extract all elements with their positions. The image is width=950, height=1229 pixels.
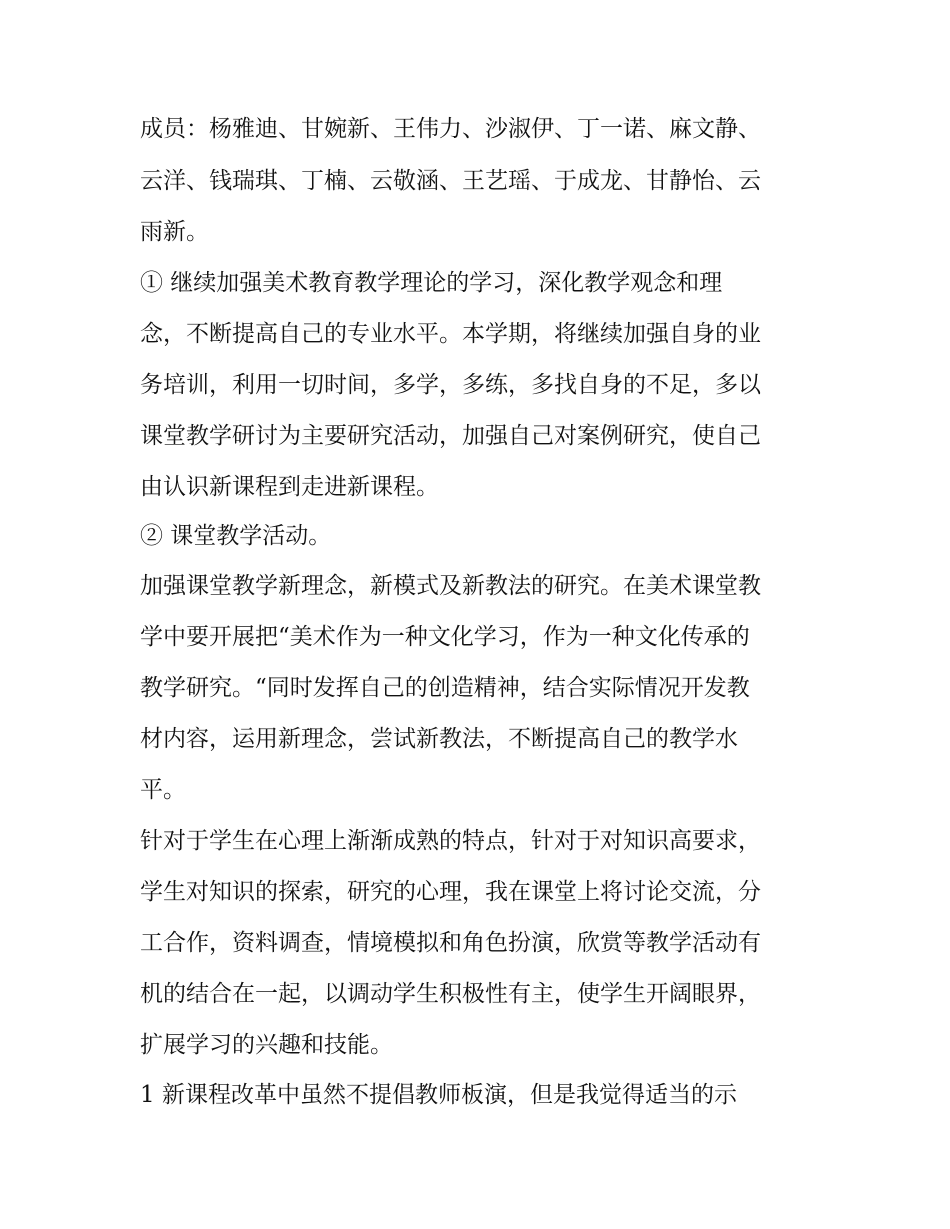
text-line: 材内容，运用新理念，尝试新教法，不断提高自己的教学水 bbox=[140, 726, 738, 752]
text-line: ① 继续加强美术教育教学理论的学习，深化教学观念和理 bbox=[140, 270, 723, 296]
text-line: 机的结合在一起，以调动学生积极性有主，使学生开阔眼界， bbox=[140, 981, 761, 1007]
text-line: 成员：杨雅迪、甘婉新、王伟力、沙淑伊、丁一诺、麻文静、 bbox=[140, 116, 761, 142]
text-line: 课堂教学研讨为主要研究活动，加强自己对案例研究，使自己 bbox=[140, 423, 761, 449]
text-line: 雨新。 bbox=[140, 219, 209, 245]
text-line: 由认识新课程到走进新课程。 bbox=[140, 474, 439, 500]
text-line: 工合作，资料调查，情境模拟和角色扮演，欣赏等教学活动有 bbox=[140, 930, 761, 956]
text-line: 平。 bbox=[140, 777, 186, 803]
text-line: 学中要开展把“美术作为一种文化学习，作为一种文化传承的 bbox=[140, 624, 750, 650]
text-line: 加强课堂教学新理念，新模式及新教法的研究。在美术课堂教 bbox=[140, 573, 761, 599]
text-line: 针对于学生在心理上渐渐成熟的特点，针对于对知识高要求， bbox=[140, 828, 761, 854]
text-line: 学生对知识的探索，研究的心理，我在课堂上将讨论交流，分 bbox=[140, 879, 761, 905]
text-line: 教学研究。“同时发挥自己的创造精神，结合实际情况开发教 bbox=[140, 675, 750, 701]
text-line: 念，不断提高自己的专业水平。本学期，将继续加强自身的业 bbox=[140, 321, 761, 347]
text-line: ② 课堂教学活动。 bbox=[140, 523, 332, 549]
text-line: 1 新课程改革中虽然不提倡教师板演，但是我觉得适当的示 bbox=[140, 1082, 737, 1108]
text-line: 云洋、钱瑞琪、丁楠、云敬涵、王艺瑶、于成龙、甘静怡、云 bbox=[140, 168, 761, 194]
text-line: 务培训，利用一切时间，多学，多练，多找自身的不足，多以 bbox=[140, 372, 761, 398]
text-line: 扩展学习的兴趣和技能。 bbox=[140, 1032, 393, 1058]
